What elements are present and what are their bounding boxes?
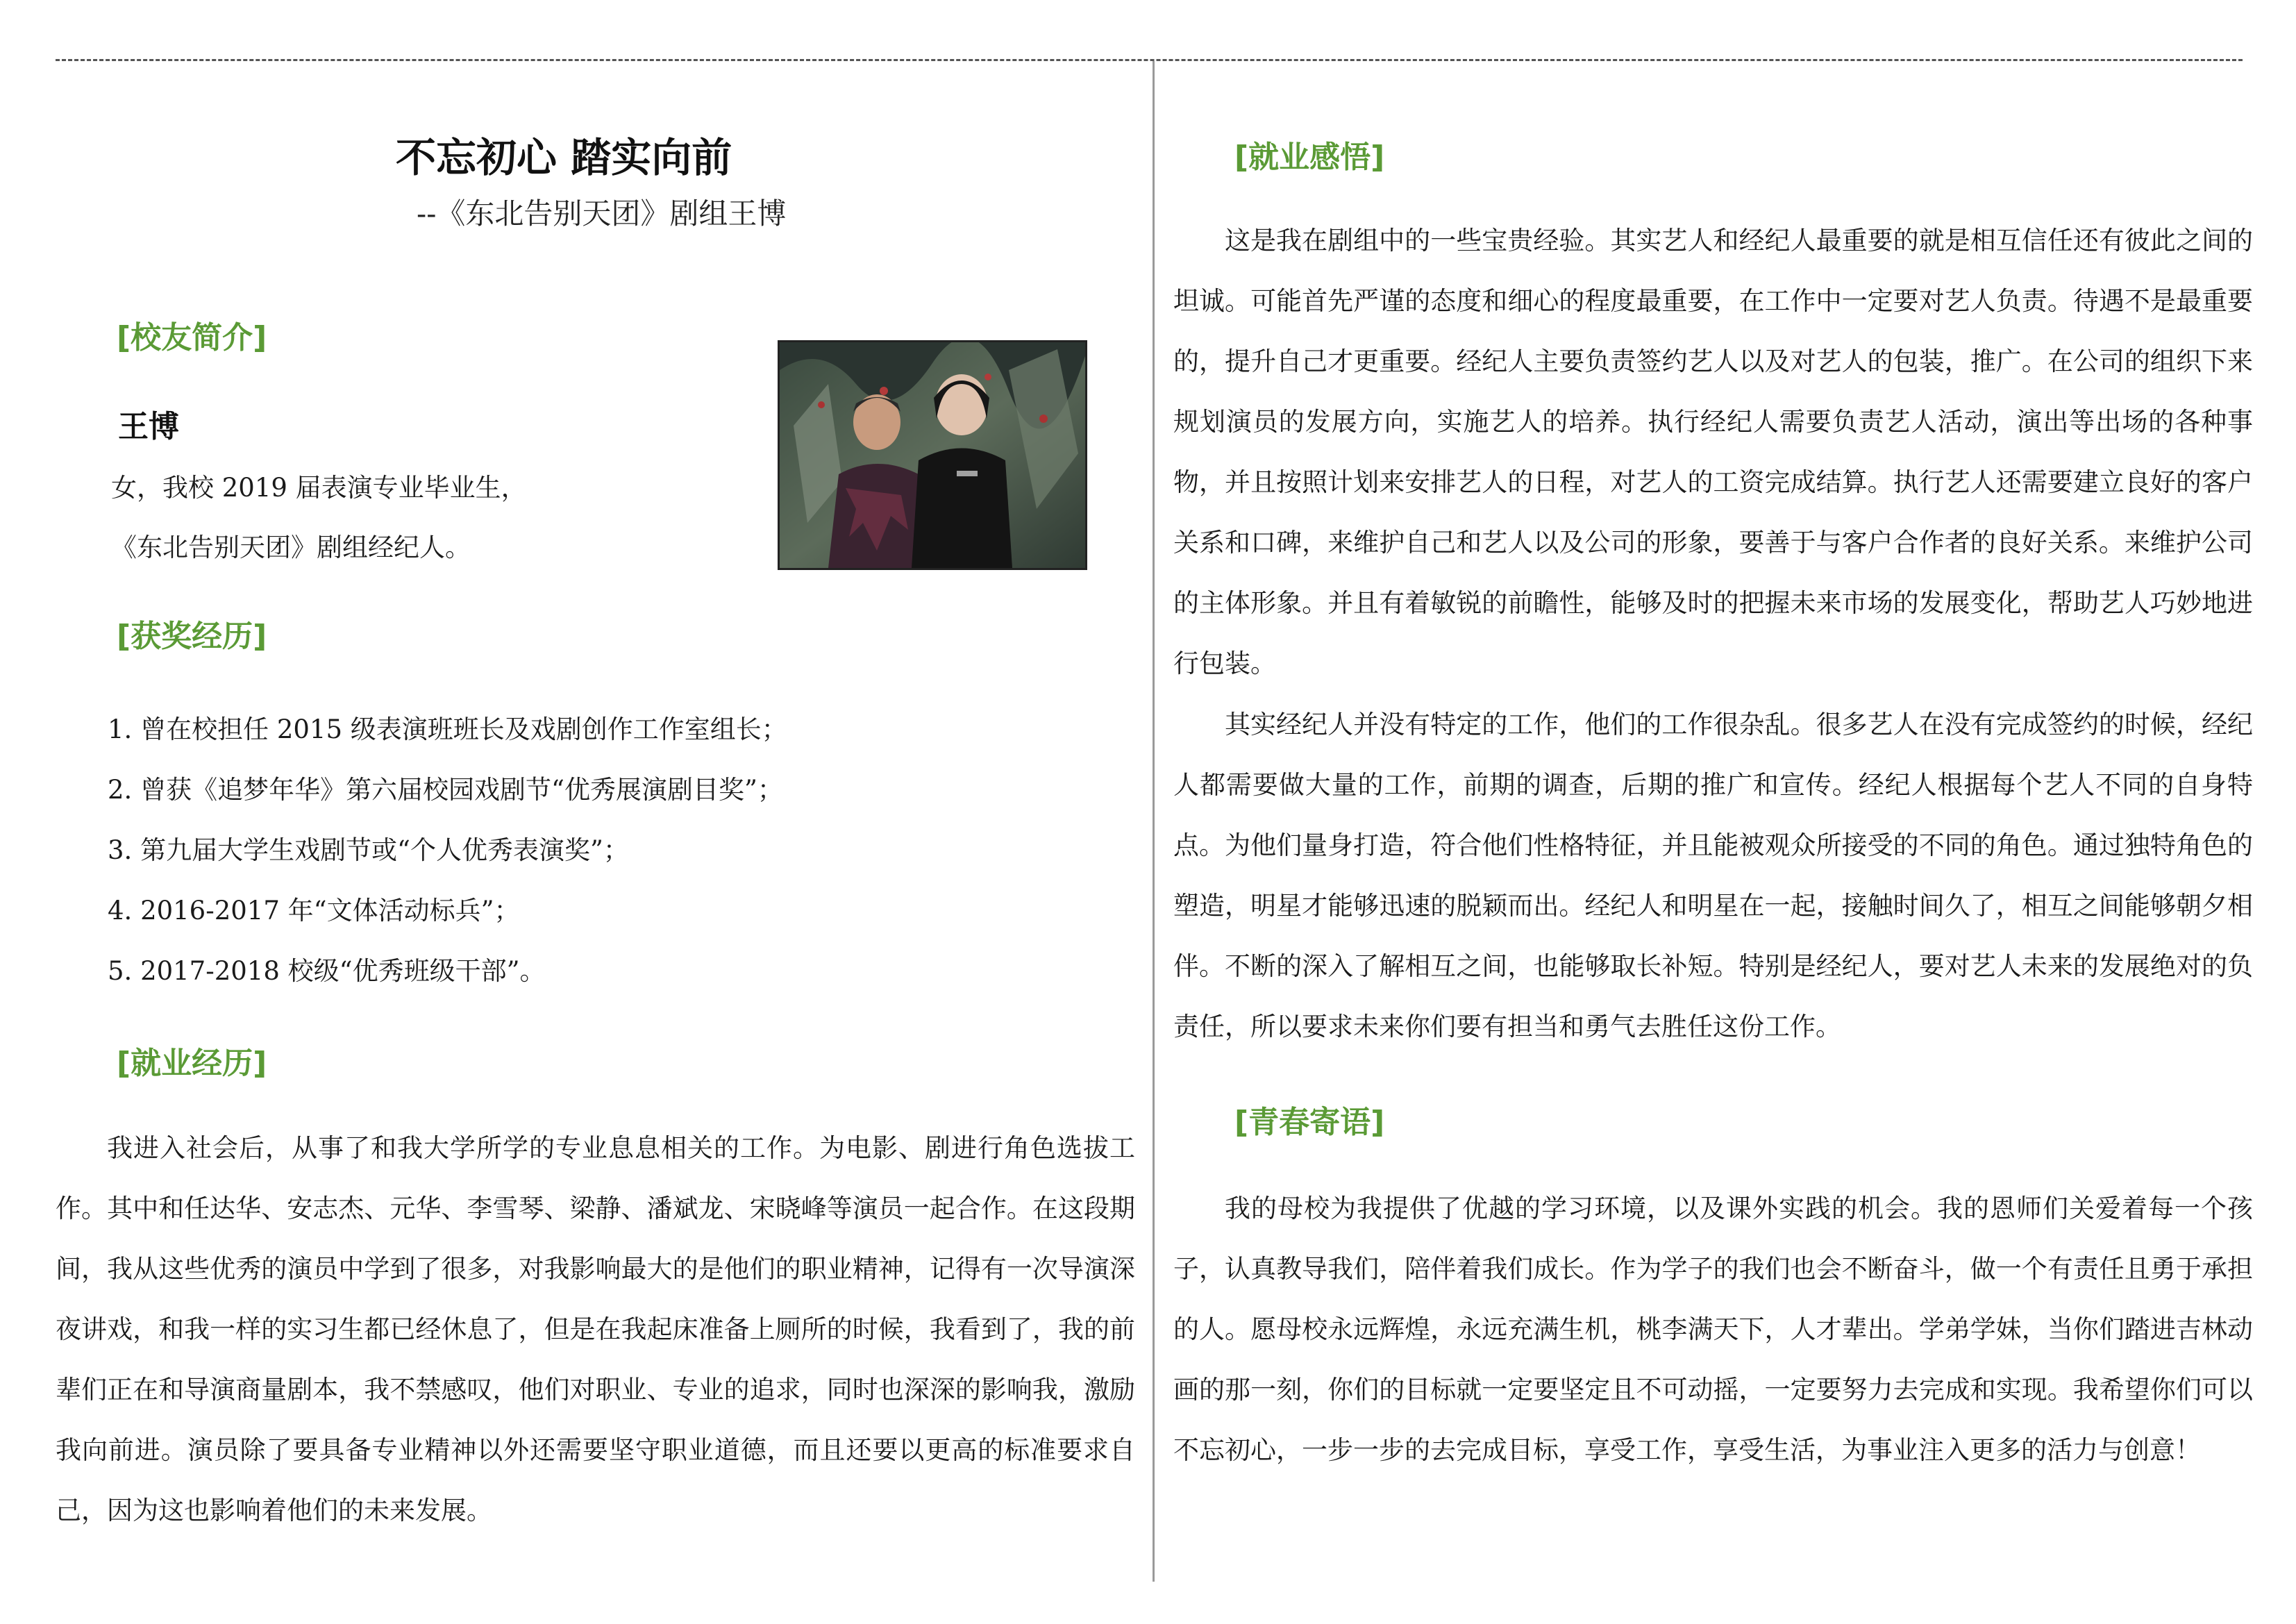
intro-line-1: 女，我校 2019 届表演专业毕业生， xyxy=(111,473,527,503)
award-item: 4. 2016-2017 年“文体活动标兵”； xyxy=(108,896,520,926)
column-divider xyxy=(1153,61,1155,1582)
insights-paragraph-2: 其实经纪人并没有特定的工作，他们的工作很杂乱。很多艺人在没有完成签约的时候，经纪人都需要做大量的工作，前期的调查，后期的推广和宣传。经纪人根据每个艺人不同的自身特点。为他们量身打造，符合他们性格特征，并且能被观众所接受的不同的角色。通过独特角色的塑造，明星才能够迅速的脱颖而出。经纪人和明星在一起，接触时间久了，相互之间能够朝夕相伴。不断的深入了解相互之间，也能够取长补短。特别是经纪人，要对艺人未来的发展绝对的负责任，所以要求未来你们要有担当和勇气去胜任这份工作。 xyxy=(1173,710,2253,1041)
top-dashed-rule xyxy=(56,59,2243,61)
career-paragraph: 我进入社会后，从事了和我大学所学的专业息息相关的工作。为电影、剧进行角色选拔工作。其中和任达华、安志杰、元华、李雪琴、梁静、潘斌龙、宋晓峰等演员一起合作。在这段期间，我从这些优秀的演员中学到了很多，对我影响最大的是他们的职业精神，记得有一次导演深夜讲戏，和我一样的实习生都已经休息了，但是在我起床准备上厕所的时候，我看到了，我的前辈们正在和导演商量剧本，我不禁感叹，他们对职业、专业的追求，同时也深深的影响我，激励我向前进。演员除了要具备专业精神以外还需要坚守职业道德，而且还要以更高的标准要求自己，因为这也影响着他们的未来发展。 xyxy=(56,1133,1135,1525)
heading-alumni-intro: [校友简介] xyxy=(117,320,267,355)
heading-insights: [就业感悟] xyxy=(1234,140,1385,175)
heading-career: [就业经历] xyxy=(117,1046,267,1081)
heading-youth-message: [青春寄语] xyxy=(1234,1105,1385,1140)
intro-line-2: 《东北告别天团》剧组经纪人。 xyxy=(111,533,471,562)
alumni-photo xyxy=(778,340,1087,570)
page-title: 不忘初心 踏实向前 xyxy=(396,134,732,181)
insights-paragraph-1: 这是我在剧组中的一些宝贵经验。其实艺人和经纪人最重要的就是相互信任还有彼此之间的坦诚。可能首先严谨的态度和细心的程度最重要，在工作中一定要对艺人负责。待遇不是最重要的，提升自己才更重要。经纪人主要负责签约艺人以及对艺人的包装，推广。在公司的组织下来规划演员的发展方向，实施艺人的培养。执行经纪人需要负责艺人活动，演出等出场的各种事物，并且按照计划来安排艺人的日程，对艺人的工资完成结算。执行艺人还需要建立良好的客户关系和口碑，来维护自己和艺人以及公司的形象，要善于与客户合作者的良好关系。来维护公司的主体形象。并且有着敏锐的前瞻性，能够及时的把握未来市场的发展变化，帮助艺人巧妙地进行包装。 xyxy=(1173,226,2253,678)
award-item: 1. 曾在校担任 2015 级表演班班长及戏剧创作工作室组长； xyxy=(108,714,787,744)
award-item: 2. 曾获《追梦年华》第六届校园戏剧节“优秀展演剧目奖”； xyxy=(108,775,783,805)
alumni-name: 王博 xyxy=(118,409,179,444)
heading-awards: [获奖经历] xyxy=(117,619,267,654)
award-item: 3. 第九届大学生戏剧节或“个人优秀表演奖”； xyxy=(108,835,629,865)
message-paragraph: 我的母校为我提供了优越的学习环境，以及课外实践的机会。我的恩师们关爱着每一个孩子，认真教导我们，陪伴着我们成长。作为学子的我们也会不断奋斗，做一个有责任且勇于承担的人。愿母校永远辉煌，永远充满生机，桃李满天下，人才辈出。学弟学妹，当你们踏进吉林动画的那一刻，你们的目标就一定要坚定且不可动摇，一定要努力去完成和实现。我希望你们可以不忘初心，一步一步的去完成目标，享受工作，享受生活，为事业注入更多的活力与创意！ xyxy=(1173,1194,2253,1465)
page-subtitle: --《东北告别天团》剧组王博 xyxy=(417,196,787,231)
award-item: 5. 2017-2018 校级“优秀班级干部”。 xyxy=(108,956,546,986)
